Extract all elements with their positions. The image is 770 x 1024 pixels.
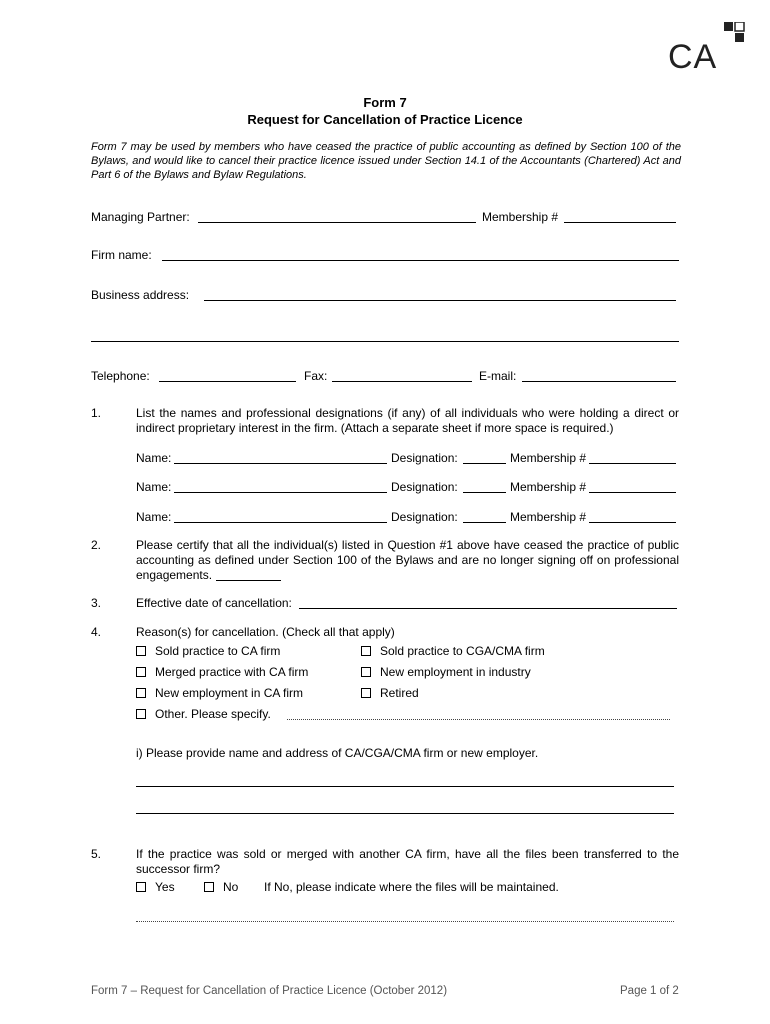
q1-name-label: Name: [136,480,172,494]
fax-label: Fax: [304,369,328,383]
telephone-input[interactable] [159,381,296,382]
q4-number: 4. [91,625,102,639]
q1-designation-input[interactable] [463,463,506,464]
q1-membership-label: Membership # [510,480,587,494]
q2-text: Please certify that all the individual(s) listed in Question #1 above have ceased the practice of public accounting as defined under Section 100 of the Bylaws and are no longer signing off on professional engagements. [136,538,679,582]
form-number: Form 7 [363,95,407,110]
q1-membership-input[interactable] [589,463,676,464]
option-yes[interactable] [136,880,175,894]
business-address-input-2[interactable] [91,341,679,342]
q1-number: 1. [91,406,102,420]
option-no[interactable] [204,880,238,894]
business-address-input[interactable] [204,300,676,301]
q3-text: Effective date of cancellation: [136,596,292,610]
q1-designation-label: Designation: [391,510,458,524]
option-label: New employment in industry [380,665,531,679]
q5-followup: If No, please indicate where the files will be maintained. [264,880,559,894]
fax-input[interactable] [332,381,472,382]
checkbox-icon[interactable] [136,688,146,698]
checkbox-icon[interactable] [136,882,146,892]
checkbox-icon[interactable] [204,882,214,892]
checkbox-icon[interactable] [361,667,371,677]
option-employment-ca[interactable] [136,686,303,700]
employer-input-1[interactable] [136,786,674,787]
business-address-label: Business address: [91,288,190,302]
email-label: E-mail: [479,369,517,383]
footer-page-number: Page 1 of 2 [620,985,679,997]
option-employment-industry[interactable] [361,665,531,679]
q1-text: List the names and professional designations (if any) of all individuals who were holding a direct or indirect proprietary interest in the firm. (Attach a separate sheet if more space is required.) [136,406,679,435]
q1-name-input[interactable] [174,522,387,523]
q1-designation-input[interactable] [463,522,506,523]
footer-form-name: Form 7 – Request for Cancellation of Practice Licence (October 2012) [91,985,448,997]
option-label: Other. Please specify. [155,707,271,721]
membership-input[interactable] [564,222,676,223]
checkbox-icon[interactable] [136,667,146,677]
checkbox-icon[interactable] [361,688,371,698]
q5-number: 5. [91,847,102,861]
option-label: Merged practice with CA firm [155,665,309,679]
managing-partner-input[interactable] [198,222,476,223]
form-title: Request for Cancellation of Practice Licence [247,112,523,127]
files-location-input[interactable] [136,921,674,922]
option-label: Sold practice to CA firm [155,644,281,658]
option-label: Sold practice to CGA/CMA firm [380,644,545,658]
membership-label: Membership # [482,210,559,224]
option-merged-ca[interactable] [136,665,308,679]
q1-name-label: Name: [136,451,172,465]
q1-membership-input[interactable] [589,492,676,493]
other-specify-input[interactable] [287,719,670,720]
option-label: New employment in CA firm [155,686,304,700]
option-label: Yes [155,880,175,894]
option-sold-ca[interactable] [136,644,280,658]
option-other[interactable] [136,707,271,721]
firm-name-label: Firm name: [91,248,152,262]
checkbox-icon[interactable] [361,646,371,656]
q1-name-input[interactable] [174,492,387,493]
firm-name-input[interactable] [162,260,679,261]
option-label: No [223,880,239,894]
q1-designation-label: Designation: [391,451,458,465]
effective-date-input[interactable] [299,608,677,609]
q4-subquestion: i) Please provide name and address of CA/CGA/CMA firm or new employer. [136,746,539,760]
option-sold-cga-cma[interactable] [361,644,545,658]
q4-text: Reason(s) for cancellation. (Check all that apply) [136,625,395,639]
q2-number: 2. [91,538,102,552]
q1-designation-input[interactable] [463,492,506,493]
q1-membership-label: Membership # [510,510,587,524]
logo-mark-icon [724,22,746,48]
q1-membership-input[interactable] [589,522,676,523]
q1-membership-label: Membership # [510,451,587,465]
employer-input-2[interactable] [136,813,674,814]
q2-initials-input[interactable] [216,580,281,581]
logo-text: CA [668,38,718,76]
q1-designation-label: Designation: [391,480,458,494]
q1-name-label: Name: [136,510,172,524]
q1-name-input[interactable] [174,463,387,464]
telephone-label: Telephone: [91,369,150,383]
checkbox-icon[interactable] [136,646,146,656]
email-input[interactable] [522,381,676,382]
q3-number: 3. [91,596,102,610]
option-label: Retired [380,686,419,700]
intro-text: Form 7 may be used by members who have ceased the practice of public accounting as defined by Section 100 of the Bylaws, and would like to cancel their practice licence issued under Section 14.1 of the Accountants (Chartered) Act and Part 6 of the Bylaws and Bylaw Regulations. [91,141,681,181]
managing-partner-label: Managing Partner: [91,210,190,224]
checkbox-icon[interactable] [136,709,146,719]
q5-text: If the practice was sold or merged with another CA firm, have all the files been transferred to the successor firm? [136,847,679,876]
option-retired[interactable] [361,686,419,700]
